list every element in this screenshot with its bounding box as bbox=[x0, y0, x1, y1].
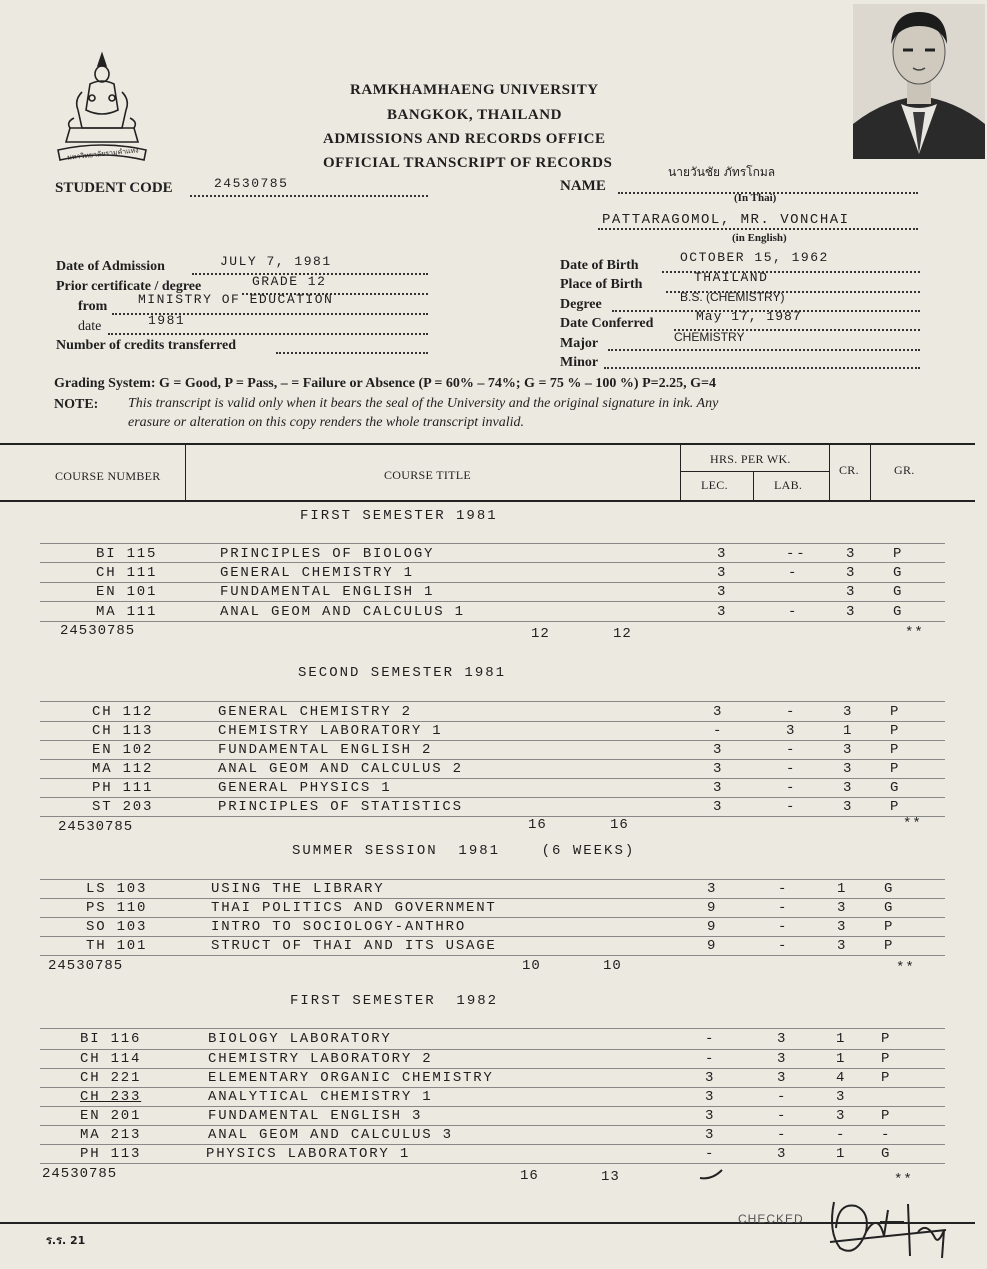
course-title: ANALYTICAL CHEMISTRY 1 bbox=[208, 1089, 433, 1105]
lab-hours: 3 bbox=[786, 723, 797, 739]
student-code-label: STUDENT CODE bbox=[55, 180, 173, 196]
lab-hours: - bbox=[786, 704, 797, 720]
lec-hours: - bbox=[705, 1031, 716, 1047]
university-name: RAMKHAMHAENG UNIVERSITY bbox=[350, 82, 599, 98]
prior-certificate-value: GRADE 12 bbox=[252, 274, 327, 289]
rule bbox=[40, 740, 945, 741]
grade: G bbox=[893, 565, 904, 581]
rule bbox=[40, 543, 945, 544]
course-title: BIOLOGY LABORATORY bbox=[208, 1031, 392, 1047]
course-code: BI 116 bbox=[80, 1031, 142, 1047]
divider bbox=[753, 472, 754, 500]
rule bbox=[40, 621, 945, 622]
lab-hours: - bbox=[786, 799, 797, 815]
degree-label: Degree bbox=[560, 297, 602, 312]
lec-hours: 3 bbox=[713, 761, 724, 777]
section-end-mark: ** bbox=[896, 960, 915, 976]
lab-hours: 3 bbox=[777, 1146, 788, 1162]
table-row bbox=[0, 761, 987, 779]
rule bbox=[40, 797, 945, 798]
lec-hours: 3 bbox=[713, 780, 724, 796]
credits: 3 bbox=[843, 799, 854, 815]
grade: P bbox=[881, 1051, 892, 1067]
document-title: OFFICIAL TRANSCRIPT OF RECORDS bbox=[323, 155, 613, 171]
birth-value: OCTOBER 15, 1962 bbox=[680, 250, 829, 265]
lab-hours: - bbox=[777, 1108, 788, 1124]
date-conferred-value: May 17, 1987 bbox=[696, 309, 802, 324]
date-conferred-label: Date Conferred bbox=[560, 316, 654, 331]
date-line bbox=[108, 333, 428, 335]
rule bbox=[40, 1106, 945, 1107]
lec-hours: 3 bbox=[705, 1108, 716, 1124]
rule bbox=[40, 778, 945, 779]
grade: - bbox=[881, 1127, 892, 1143]
section-title: FIRST SEMESTER 1981 bbox=[300, 508, 498, 524]
course-code: CH 114 bbox=[80, 1051, 142, 1067]
grade: P bbox=[890, 723, 901, 739]
in-english-caption: (in English) bbox=[732, 232, 787, 244]
col-course-number: COURSE NUMBER bbox=[55, 469, 161, 483]
course-title: FUNDAMENTAL ENGLISH 1 bbox=[220, 584, 435, 600]
divider bbox=[185, 445, 186, 500]
section-title: FIRST SEMESTER 1982 bbox=[290, 993, 499, 1009]
lab-hours: - bbox=[786, 780, 797, 796]
course-title: STRUCT OF THAI AND ITS USAGE bbox=[211, 938, 497, 954]
lab-hours: - bbox=[786, 742, 797, 758]
grading-system: Grading System: G = Good, P = Pass, – = Failure or Absence (P = 60% – 74%; G = 75 % – 100 %) P=2.25, G=4 bbox=[54, 376, 716, 391]
credits: 1 bbox=[836, 1146, 847, 1162]
rule bbox=[40, 759, 945, 760]
course-code: LS 103 bbox=[86, 881, 148, 897]
lec-hours: 9 bbox=[707, 900, 718, 916]
course-title: GENERAL PHYSICS 1 bbox=[218, 780, 392, 796]
credits: - bbox=[836, 1127, 847, 1143]
course-title: ANAL GEOM AND CALCULUS 1 bbox=[220, 604, 465, 620]
divider bbox=[870, 445, 871, 500]
course-code: EN 201 bbox=[80, 1108, 142, 1124]
section-total-credits: 16 bbox=[610, 817, 629, 833]
course-code: MA 213 bbox=[80, 1127, 142, 1143]
lab-hours: - bbox=[778, 938, 789, 954]
table-row bbox=[0, 881, 987, 899]
table-row bbox=[0, 1031, 987, 1049]
credits: 1 bbox=[836, 1051, 847, 1067]
in-thai-caption: (In Thai) bbox=[734, 192, 777, 204]
form-number: ร.ร. 21 bbox=[46, 1234, 86, 1247]
credits: 3 bbox=[837, 938, 848, 954]
section-total-credits: 10 bbox=[603, 958, 622, 974]
table-row bbox=[0, 723, 987, 741]
table-row bbox=[0, 565, 987, 583]
table-row bbox=[0, 919, 987, 937]
from-value: MINISTRY OF EDUCATION bbox=[138, 292, 334, 307]
section-end-mark: ** bbox=[905, 625, 924, 641]
credits: 3 bbox=[843, 742, 854, 758]
lec-hours: 3 bbox=[717, 604, 728, 620]
rule bbox=[40, 1087, 945, 1088]
credits: 3 bbox=[846, 604, 857, 620]
grade: P bbox=[890, 799, 901, 815]
table-row bbox=[0, 1051, 987, 1069]
checked-stamp: CHECKED bbox=[738, 1212, 804, 1226]
course-title: ANAL GEOM AND CALCULUS 2 bbox=[218, 761, 463, 777]
section-total-hours: 16 bbox=[520, 1168, 539, 1184]
table-row bbox=[0, 742, 987, 760]
course-title: INTRO TO SOCIOLOGY-ANTHRO bbox=[211, 919, 467, 935]
lec-hours: 3 bbox=[713, 799, 724, 815]
place-of-birth-label: Place of Birth bbox=[560, 277, 643, 292]
col-lec: LEC. bbox=[701, 478, 728, 492]
table-header-bottom-rule bbox=[0, 500, 975, 502]
credits: 4 bbox=[836, 1070, 847, 1086]
course-code: PS 110 bbox=[86, 900, 148, 916]
lab-hours: - bbox=[777, 1127, 788, 1143]
divider bbox=[680, 471, 830, 472]
table-row bbox=[0, 1127, 987, 1145]
section-end-mark: ** bbox=[894, 1172, 913, 1188]
credits: 1 bbox=[836, 1031, 847, 1047]
table-row bbox=[0, 1108, 987, 1126]
birth-label: Date of Birth bbox=[560, 258, 639, 273]
place-of-birth-value: THAILAND bbox=[694, 270, 769, 285]
course-title: THAI POLITICS AND GOVERNMENT bbox=[211, 900, 497, 916]
admission-label: Date of Admission bbox=[56, 259, 165, 274]
seal-ribbon-text: มหาวิทยาลัยรามคำแหง bbox=[66, 146, 139, 162]
lec-hours: - bbox=[705, 1051, 716, 1067]
course-code: MA 112 bbox=[92, 761, 154, 777]
student-code-line bbox=[190, 195, 428, 197]
rule bbox=[40, 936, 945, 937]
lec-hours: 3 bbox=[717, 584, 728, 600]
signature bbox=[826, 1192, 956, 1264]
course-title: USING THE LIBRARY bbox=[211, 881, 385, 897]
note-label: NOTE: bbox=[54, 397, 99, 412]
course-code: CH 111 bbox=[96, 565, 158, 581]
lec-hours: - bbox=[705, 1146, 716, 1162]
section-total-hours: 10 bbox=[522, 958, 541, 974]
note-line-2: erasure or alteration on this copy renders the whole transcript invalid. bbox=[128, 415, 524, 430]
course-title: ANAL GEOM AND CALCULUS 3 bbox=[208, 1127, 453, 1143]
lab-hours: 3 bbox=[777, 1031, 788, 1047]
grade: P bbox=[890, 704, 901, 720]
grade: G bbox=[893, 604, 904, 620]
section-end-mark: ** bbox=[903, 816, 922, 832]
grade: P bbox=[884, 938, 895, 954]
rule bbox=[40, 562, 945, 563]
grade: G bbox=[881, 1146, 892, 1162]
lec-hours: 3 bbox=[713, 704, 724, 720]
table-row bbox=[0, 780, 987, 798]
credits: 3 bbox=[843, 761, 854, 777]
credits-line bbox=[276, 352, 428, 354]
lec-hours: 3 bbox=[707, 881, 718, 897]
section-title: SECOND SEMESTER 1981 bbox=[298, 665, 507, 681]
rule bbox=[40, 879, 945, 880]
rule bbox=[40, 1163, 945, 1164]
from-label: from bbox=[78, 299, 108, 314]
course-code: EN 102 bbox=[92, 742, 154, 758]
table-row bbox=[0, 1146, 987, 1164]
course-code: ST 203 bbox=[92, 799, 154, 815]
office-name: ADMISSIONS AND RECORDS OFFICE bbox=[323, 131, 606, 147]
col-hrs-per-wk: HRS. PER WK. bbox=[710, 452, 791, 466]
lec-hours: 9 bbox=[707, 919, 718, 935]
course-code: PH 111 bbox=[92, 780, 154, 796]
admission-value: JULY 7, 1981 bbox=[220, 254, 332, 269]
course-title: CHEMISTRY LABORATORY 1 bbox=[218, 723, 443, 739]
credits: 3 bbox=[837, 919, 848, 935]
rule bbox=[40, 721, 945, 722]
rule bbox=[40, 701, 945, 702]
degree-value: B.S. (CHEMISTRY) bbox=[680, 290, 785, 304]
table-row bbox=[0, 704, 987, 722]
note-line-1: This transcript is valid only when it bears the seal of the University and the original signature in ink. Any bbox=[128, 396, 719, 411]
grade: P bbox=[890, 742, 901, 758]
table-row bbox=[0, 938, 987, 956]
major-value: CHEMISTRY bbox=[674, 330, 745, 344]
grade: G bbox=[884, 881, 895, 897]
grade: P bbox=[881, 1070, 892, 1086]
section-student-code: 24530785 bbox=[58, 819, 134, 835]
credits: 3 bbox=[836, 1108, 847, 1124]
grade: P bbox=[893, 546, 904, 562]
table-row bbox=[0, 799, 987, 817]
col-gr: GR. bbox=[894, 463, 915, 477]
course-title: PRINCIPLES OF STATISTICS bbox=[218, 799, 463, 815]
table-row bbox=[0, 604, 987, 622]
course-code: CH 233 bbox=[80, 1089, 142, 1105]
grade: P bbox=[890, 761, 901, 777]
minor-line bbox=[604, 367, 920, 369]
rule bbox=[40, 1068, 945, 1069]
grade: P bbox=[881, 1108, 892, 1124]
section-total-hours: 12 bbox=[531, 626, 550, 642]
major-line bbox=[608, 349, 920, 351]
prior-certificate-label: Prior certificate / degree bbox=[56, 279, 202, 294]
lab-hours: -- bbox=[786, 546, 807, 562]
grade: G bbox=[893, 584, 904, 600]
credits: 3 bbox=[846, 565, 857, 581]
credits: 3 bbox=[843, 704, 854, 720]
section-total-credits: 13 bbox=[601, 1169, 620, 1185]
student-code-value: 24530785 bbox=[214, 176, 289, 191]
lec-hours: 3 bbox=[705, 1089, 716, 1105]
lab-hours: 3 bbox=[777, 1051, 788, 1067]
course-title: GENERAL CHEMISTRY 2 bbox=[218, 704, 412, 720]
col-course-title: COURSE TITLE bbox=[384, 468, 472, 482]
section-title: SUMMER SESSION 1981 (6 WEEKS) bbox=[292, 843, 636, 859]
rule bbox=[40, 1049, 945, 1050]
rule bbox=[40, 1125, 945, 1126]
rule bbox=[40, 816, 945, 817]
credits: 3 bbox=[846, 584, 857, 600]
rule bbox=[40, 601, 945, 602]
table-row bbox=[0, 1070, 987, 1088]
course-code: CH 112 bbox=[92, 704, 154, 720]
course-title: GENERAL CHEMISTRY 1 bbox=[220, 565, 414, 581]
lec-hours: 3 bbox=[717, 546, 728, 562]
course-code: MA 111 bbox=[96, 604, 158, 620]
divider bbox=[829, 445, 830, 500]
lab-hours: - bbox=[788, 565, 799, 581]
student-photo bbox=[853, 4, 985, 159]
lec-hours: 3 bbox=[705, 1127, 716, 1143]
credits: 3 bbox=[837, 900, 848, 916]
lab-hours: - bbox=[778, 919, 789, 935]
credits: 3 bbox=[843, 780, 854, 796]
rule bbox=[40, 917, 945, 918]
lab-hours: - bbox=[786, 761, 797, 777]
section-total-hours: 16 bbox=[528, 817, 547, 833]
name-english-line bbox=[598, 228, 918, 230]
table-row bbox=[0, 1089, 987, 1107]
rule bbox=[40, 582, 945, 583]
course-code: CH 221 bbox=[80, 1070, 142, 1086]
course-code: EN 101 bbox=[96, 584, 158, 600]
course-code: CH 113 bbox=[92, 723, 154, 739]
lec-hours: 3 bbox=[705, 1070, 716, 1086]
university-city: BANGKOK, THAILAND bbox=[387, 107, 562, 123]
course-code: PH 113 bbox=[80, 1146, 142, 1162]
lec-hours: 3 bbox=[713, 742, 724, 758]
rule bbox=[40, 898, 945, 899]
name-label: NAME bbox=[560, 178, 606, 194]
name-thai-value: นายวันชัย ภัทรโกมล bbox=[668, 165, 776, 179]
divider bbox=[680, 445, 681, 500]
course-code: BI 115 bbox=[96, 546, 158, 562]
course-title: PRINCIPLES OF BIOLOGY bbox=[220, 546, 435, 562]
course-code: TH 101 bbox=[86, 938, 148, 954]
col-lab: LAB. bbox=[774, 478, 803, 492]
lab-hours: 3 bbox=[777, 1070, 788, 1086]
grade: P bbox=[881, 1031, 892, 1047]
credits: 3 bbox=[846, 546, 857, 562]
tick-mark bbox=[698, 1168, 726, 1182]
section-student-code: 24530785 bbox=[42, 1166, 118, 1182]
section-student-code: 24530785 bbox=[60, 623, 136, 639]
lab-hours: - bbox=[788, 604, 799, 620]
section-total-credits: 12 bbox=[613, 626, 632, 642]
lab-hours: - bbox=[777, 1089, 788, 1105]
name-english-value: PATTARAGOMOL, MR. VONCHAI bbox=[602, 212, 850, 228]
date-value: 1981 bbox=[148, 313, 186, 328]
table-row bbox=[0, 584, 987, 602]
date-label: date bbox=[78, 319, 102, 334]
lab-hours: - bbox=[778, 900, 789, 916]
section-student-code: 24530785 bbox=[48, 958, 124, 974]
credits-transferred-label: Number of credits transferred bbox=[56, 338, 237, 353]
major-label: Major bbox=[560, 336, 599, 351]
grade: P bbox=[884, 919, 895, 935]
rule bbox=[40, 1028, 945, 1029]
course-title: CHEMISTRY LABORATORY 2 bbox=[208, 1051, 433, 1067]
course-code: SO 103 bbox=[86, 919, 148, 935]
grade: G bbox=[890, 780, 901, 796]
course-title: ELEMENTARY ORGANIC CHEMISTRY bbox=[208, 1070, 494, 1086]
credits: 3 bbox=[836, 1089, 847, 1105]
grade: G bbox=[884, 900, 895, 916]
lab-hours: - bbox=[778, 881, 789, 897]
course-title: FUNDAMENTAL ENGLISH 2 bbox=[218, 742, 433, 758]
rule bbox=[40, 955, 945, 956]
credits: 1 bbox=[837, 881, 848, 897]
minor-label: Minor bbox=[560, 355, 599, 370]
course-title: PHYSICS LABORATORY 1 bbox=[206, 1146, 411, 1162]
table-row bbox=[0, 900, 987, 918]
col-cr: CR. bbox=[839, 463, 859, 477]
rule bbox=[40, 1144, 945, 1145]
lec-hours: 9 bbox=[707, 938, 718, 954]
university-seal bbox=[52, 48, 152, 166]
lec-hours: - bbox=[713, 723, 724, 739]
course-title: FUNDAMENTAL ENGLISH 3 bbox=[208, 1108, 423, 1124]
lec-hours: 3 bbox=[717, 565, 728, 581]
credits: 1 bbox=[843, 723, 854, 739]
